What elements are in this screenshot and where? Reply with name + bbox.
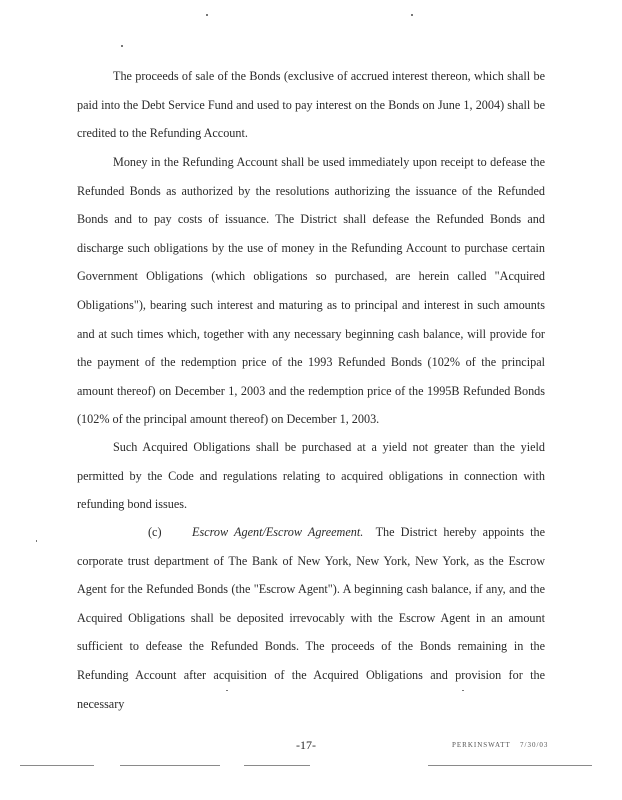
footer-doc-date: 7/30/03 (520, 741, 549, 749)
page-number: -17- (296, 738, 316, 752)
scan-speck (206, 14, 208, 16)
scan-edge-line (20, 765, 94, 766)
scan-speck (411, 14, 413, 16)
scan-speck (226, 690, 228, 691)
subsection-label: (c) (148, 525, 162, 539)
scan-speck (121, 45, 123, 47)
scan-speck (462, 690, 464, 691)
scan-speck (36, 540, 37, 542)
paragraph-acquired-obligations: Such Acquired Obligations shall be purchased at a yield not greater than the yield permitted by the Code and regulations relating to acquired obligations in connection with refunding bond issues. (77, 440, 545, 512)
paragraph-refunding-account: Money in the Refunding Account shall be used immediately upon receipt to defease the Refunded Bonds as authorized by the resolutions authorizing the issuance of the Refunded Bonds and to pay costs of issuance. The District shall defease the Refunded Bonds and discharge such obligations by the use of money in the Refunding Account to purchase certain Government Obligations (which obligations so purchased, are herein called "Acquired Obligations"), bearing such interest and maturing as to principal and interest in such amounts and at such times which, together with any necessary beginning cash balance, will provide for the payment of the redemption price of the 1993 Refunded Bonds (102% of the principal amount thereof) on December 1, 2003 and the redemption price of the 1995B Refunded Bonds (102% of the principal amount thereof) on December 1, 2003. (77, 155, 545, 427)
scan-edge-line (120, 765, 220, 766)
paragraph-escrow-agent (77, 518, 545, 718)
footer-doc-code: PERKINSWATT (452, 741, 511, 749)
scan-edge-line (244, 765, 310, 766)
subsection-text: The District hereby appoints the corporate trust department of The Bank of New York, New York, New York, as the Escrow Agent for the Refunded Bonds (the "Escrow Agent"). A beginning cash balance, if any, and the Acquired Obligations shall be deposited irrevocably with the Escrow Agent in an amount sufficient to defease the Refunded Bonds. The proceeds of the Bonds remaining in the Refunding Account after acquisition of the Acquired Obligations and provision for the necessary (77, 525, 546, 711)
scan-edge-line (428, 765, 592, 766)
subsection-caption: Escrow Agent/Escrow Agreement. (192, 525, 364, 539)
paragraph-proceeds: The proceeds of sale of the Bonds (exclusive of accrued interest thereon, which shall be paid into the Debt Service Fund and used to pay interest on the Bonds on June 1, 2004) shall be credited to the Refunding Account. (77, 69, 545, 141)
